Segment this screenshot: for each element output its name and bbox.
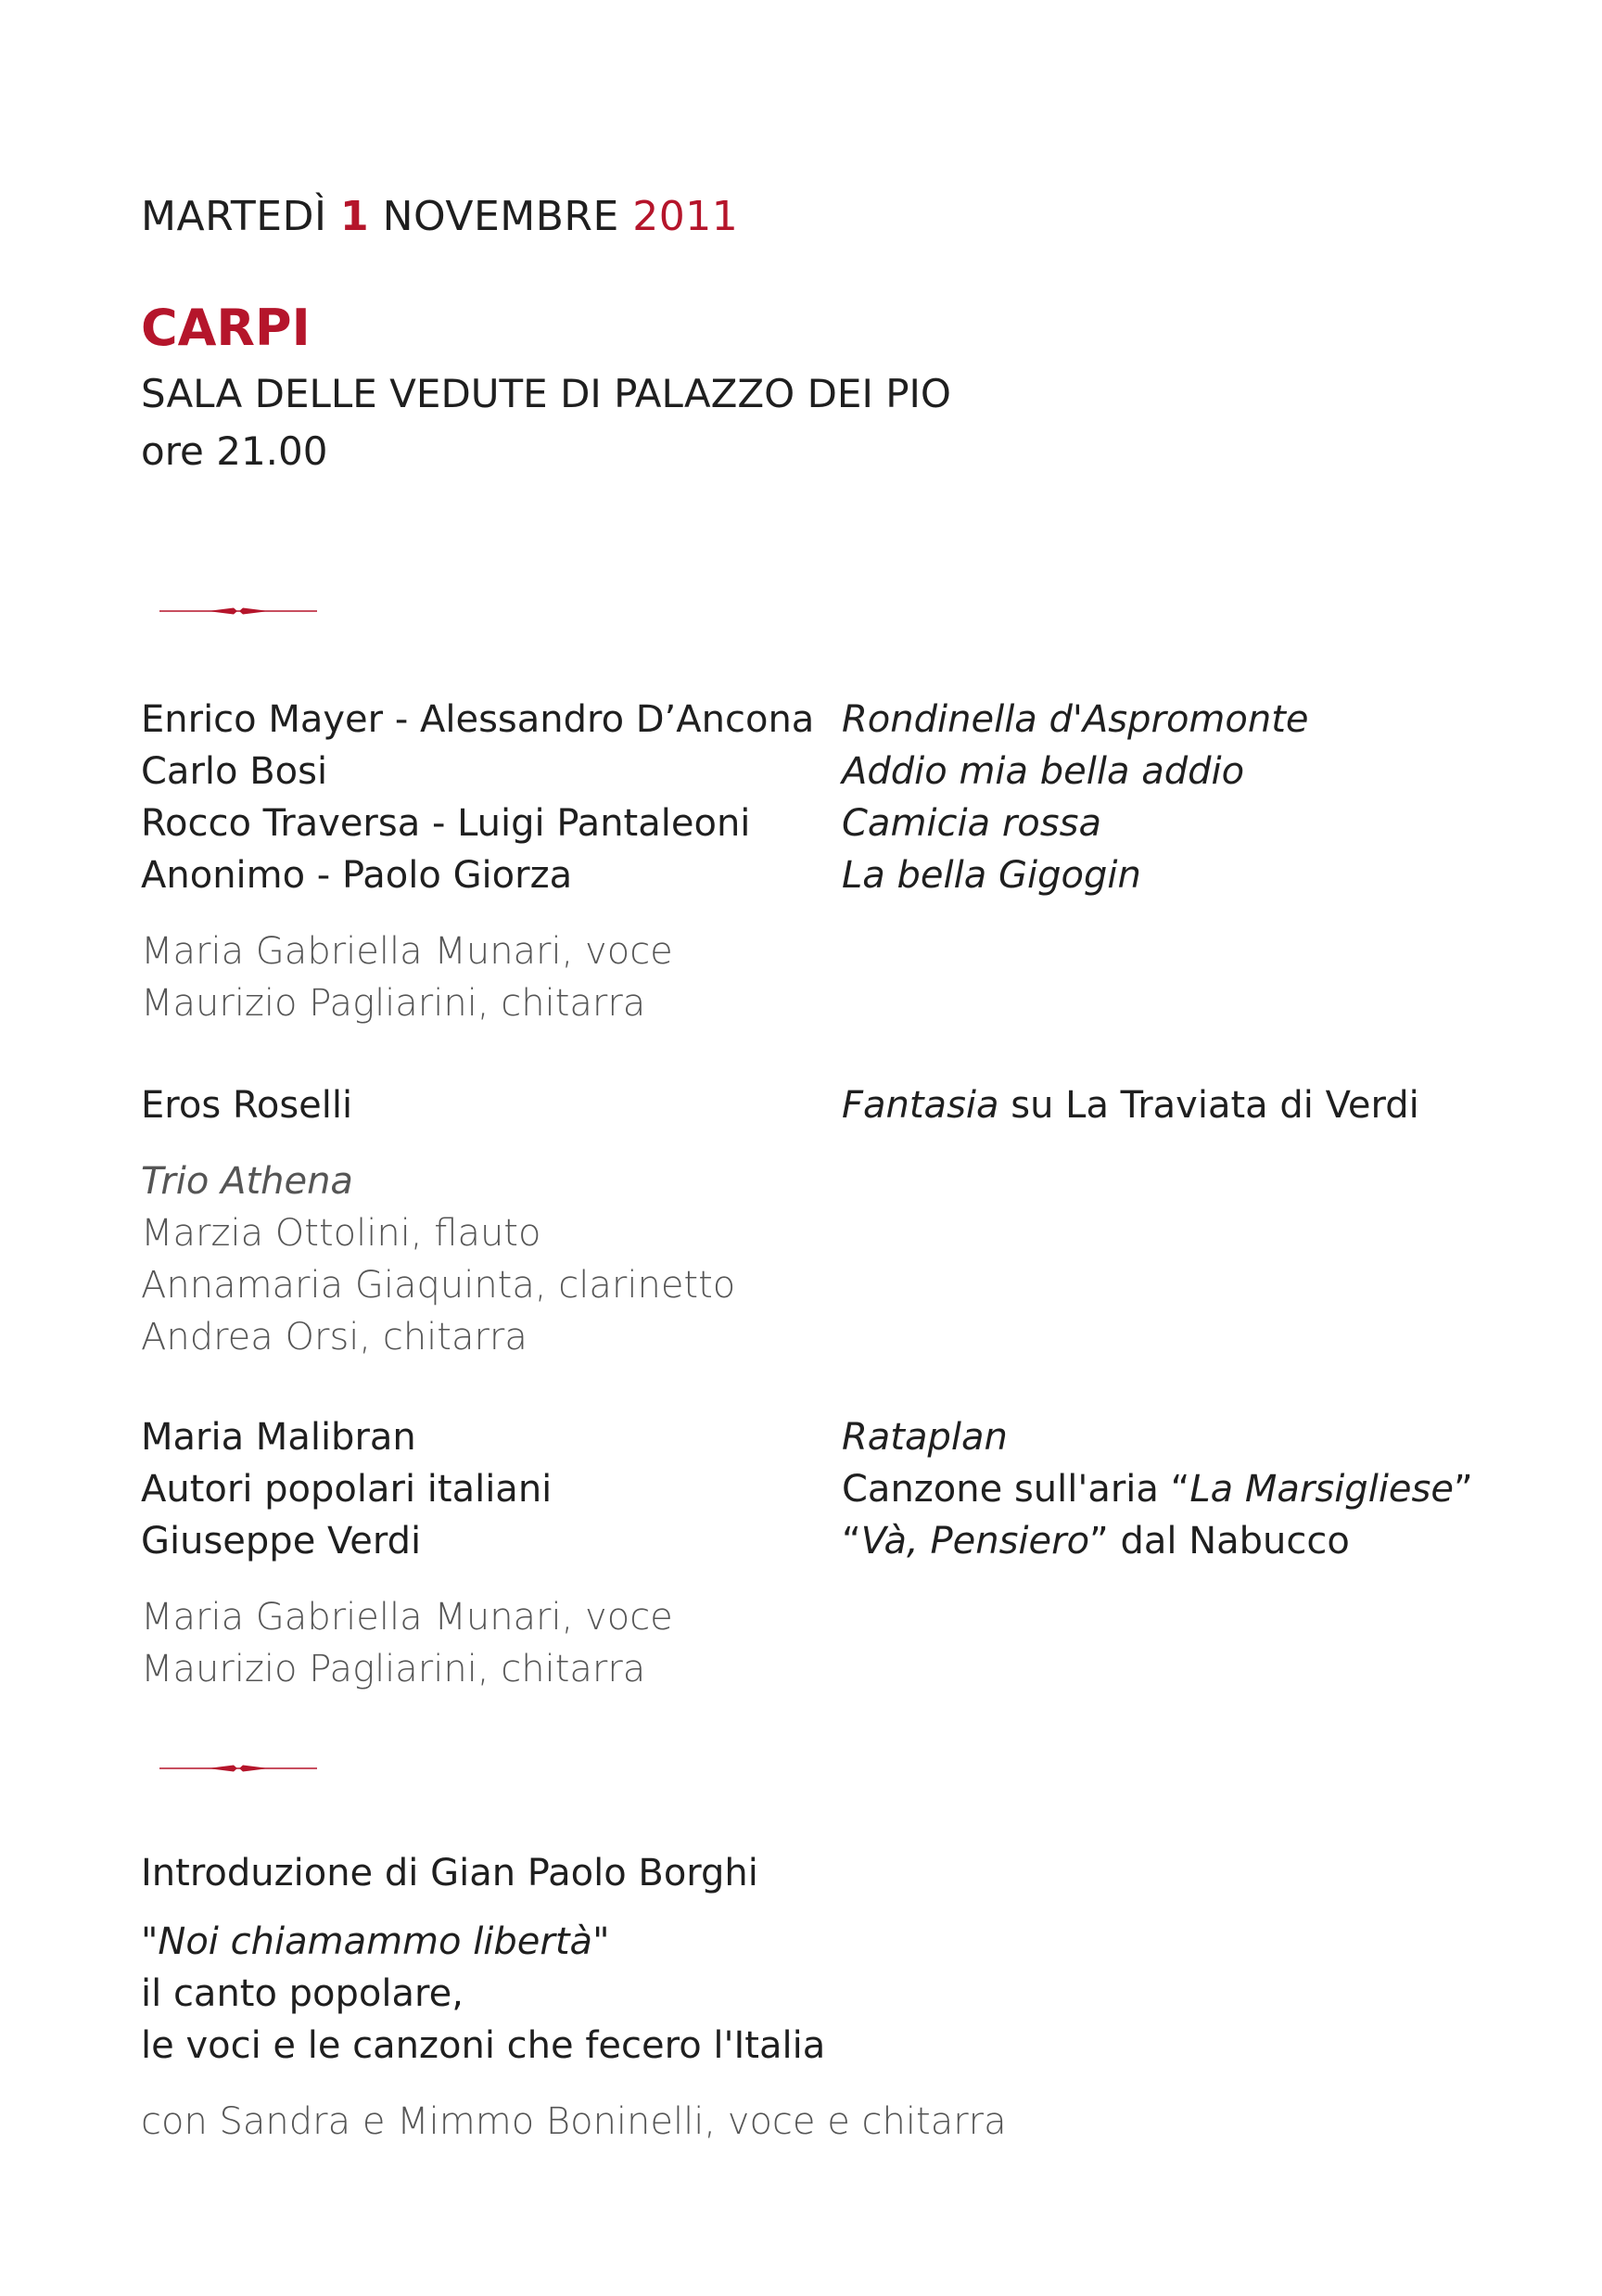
section2-title	[842, 1079, 1419, 1131]
song-title: Rondinella d'Aspromonte	[842, 698, 1309, 741]
composer: Rocco Traversa - Luigi Pantaleoni	[141, 802, 751, 845]
title-italic: Fantasia	[842, 1084, 999, 1127]
event-city: CARPI	[141, 299, 311, 357]
event-venue: SALA DELLE VEDUTE DI PALAZZO DEI PIO	[141, 371, 951, 416]
intro-block	[141, 1916, 825, 2072]
section1-performers	[141, 925, 673, 1029]
date-day-number: 1	[339, 193, 370, 240]
title-rest: su La Traviata di Verdi	[998, 1084, 1419, 1127]
performer: Maurizio Pagliarini, chitarra	[141, 1648, 646, 1690]
section2-composer	[141, 1079, 352, 1131]
date-day: MARTEDÌ	[141, 193, 327, 240]
title-suffix: ” dal Nabucco	[1089, 1520, 1350, 1563]
ornament-divider-icon	[159, 605, 317, 618]
section3-composers	[141, 1411, 552, 1567]
quote-open: "	[141, 1920, 159, 1963]
title-suffix: ”	[1453, 1468, 1473, 1511]
intro-text: le voci e le canzoni che fecero l'Italia	[141, 2024, 826, 2067]
intro-line	[141, 1847, 758, 1899]
performer: Marzia Ottolini, flauto	[141, 1212, 541, 1255]
title-prefix: “	[842, 1520, 861, 1563]
event-date	[141, 193, 738, 240]
section3-performers	[141, 1591, 673, 1695]
section2-performers	[141, 1155, 735, 1363]
song-title: Rataplan	[842, 1416, 1008, 1459]
composer: Eros Roselli	[141, 1084, 353, 1127]
composer: Carlo Bosi	[141, 750, 328, 793]
section3-titles	[842, 1411, 1473, 1567]
quote-italic: Noi chiamammo libertà	[158, 1920, 593, 1963]
performer: Maurizio Pagliarini, chitarra	[141, 982, 646, 1025]
composer: Anonimo - Paolo Giorza	[141, 854, 573, 897]
song-title: Addio mia bella addio	[842, 750, 1245, 793]
composer: Enrico Mayer - Alessandro D’Ancona	[141, 698, 815, 741]
song-title: Camicia rossa	[842, 802, 1101, 845]
composer: Maria Malibran	[141, 1416, 416, 1459]
song-title	[842, 1463, 1473, 1515]
title-prefix: Canzone sull'aria “	[842, 1468, 1190, 1511]
song-title: La bella Gigogin	[842, 854, 1141, 897]
performer: Maria Gabriella Munari, voce	[141, 930, 673, 973]
title-italic: Và, Pensiero	[860, 1520, 1090, 1563]
event-time: ore 21.00	[141, 428, 328, 474]
performer: Maria Gabriella Munari, voce	[141, 1596, 673, 1639]
date-year: 2011	[632, 193, 739, 240]
composer: Giuseppe Verdi	[141, 1520, 422, 1563]
performer: Andrea Orsi, chitarra	[141, 1316, 528, 1358]
intro-credits	[141, 2096, 1007, 2148]
intro-text: il canto popolare,	[141, 1972, 464, 2015]
song-title	[842, 1515, 1473, 1567]
credits-text: con Sandra e Mimmo Boninelli, voce e chitarra	[141, 2100, 1007, 2143]
intro-text: Introduzione di Gian Paolo Borghi	[141, 1852, 758, 1894]
ornament-divider-icon	[159, 1762, 317, 1775]
quote-close: "	[592, 1920, 610, 1963]
title-italic: La Marsigliese	[1189, 1468, 1454, 1511]
ensemble-name: Trio Athena	[141, 1160, 353, 1203]
date-month: NOVEMBRE	[382, 193, 619, 240]
performer: Annamaria Giaquinta, clarinetto	[141, 1264, 736, 1307]
intro-quote	[141, 1916, 825, 1968]
section1-composers	[141, 694, 814, 901]
song-title	[842, 1079, 1419, 1131]
composer: Autori popolari italiani	[141, 1468, 553, 1511]
section1-titles	[842, 694, 1309, 901]
